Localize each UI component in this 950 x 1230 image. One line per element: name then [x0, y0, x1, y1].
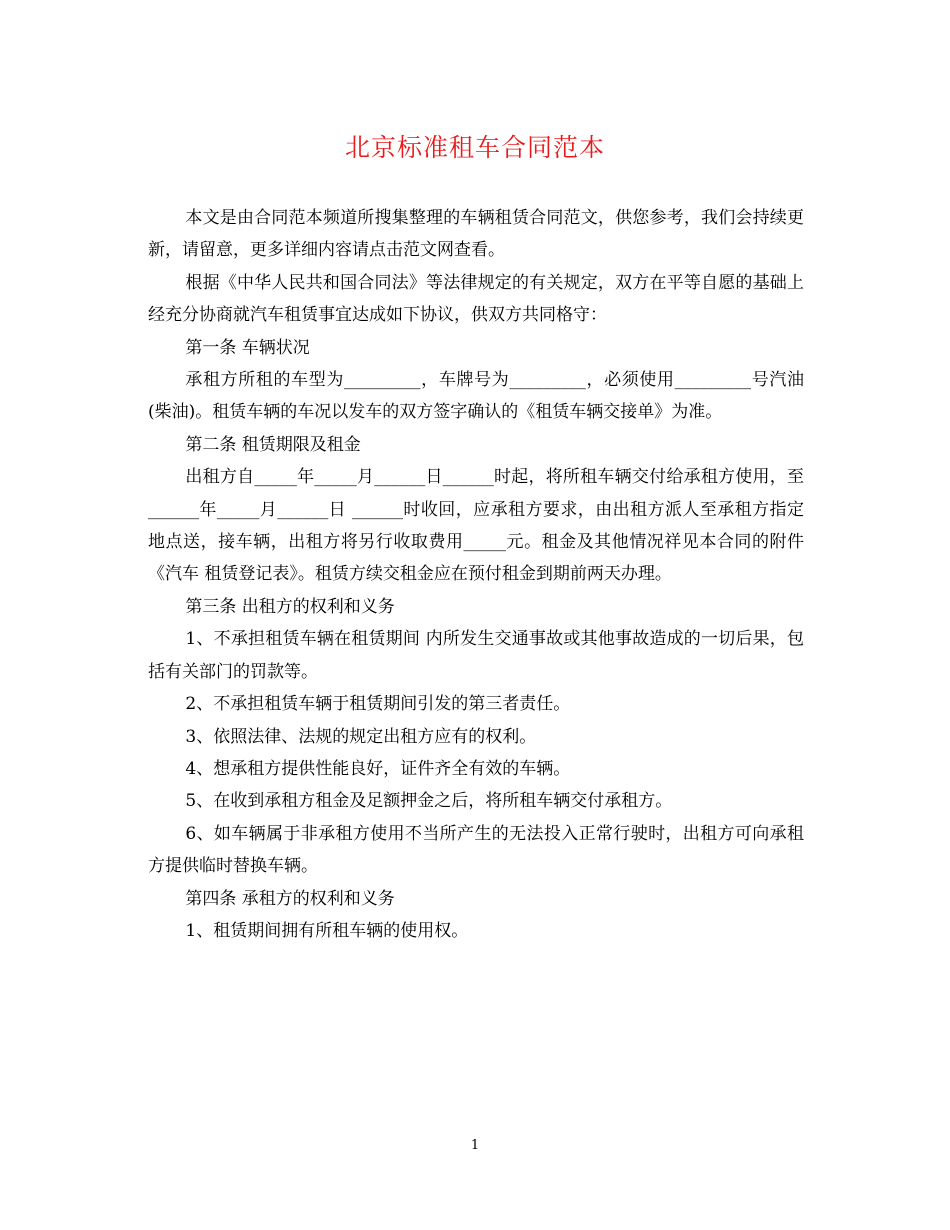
document-body — [148, 202, 804, 947]
article-3-item-1: 1、不承担租赁车辆在租赁期间 内所发生交通事故或其他事故造成的一切后果，包括有关部门的罚款等。 — [148, 629, 804, 682]
page-number: 1 — [470, 1138, 480, 1153]
article-3-item-3: 3、依照法律、法规的规定出租方应有的权利。 — [185, 726, 537, 747]
article-3-item-6: 6、如车辆属于非承租方使用不当所产生的无法投入正常行驶时，出租方可向承租方提供临时替换车辆。 — [148, 823, 804, 877]
article-3-item-2: 2、不承担租赁车辆于租赁期间引发的第三者责任。 — [185, 694, 571, 715]
article-4-heading: 第四条 承租方的权利和义务 — [185, 888, 395, 909]
document-title: 北京标准租车合同范本 — [344, 133, 605, 162]
article-3-item-4: 4、想承租方提供性能良好，证件齐全有效的车辆。 — [185, 758, 571, 779]
article-2-paragraph: 出租方自_____年_____月______日______时起，将所租车辆交付给承租方使用，至______年_____月______日 ______时收回，应承租方要求，由出租方派人至承租方指定地点送，接车辆，出租方将另行收取费用_____元。租金及其他情况祥见本合同的附件《汽车 租赁登记表》。租赁方续交租金应在预付租金到期前两天办理。 — [148, 467, 804, 585]
article-1-paragraph: 承租方所租的车型为_________，车牌号为_________，必须使用_________号汽油(柴油)。租赁车辆的车况以发车的双方签字确认的《租赁车辆交接单》为准。 — [148, 370, 804, 423]
article-4-item-1: 1、租赁期间拥有所租车辆的使用权。 — [185, 920, 469, 941]
article-1-heading: 第一条 车辆状况 — [185, 337, 310, 358]
basis-paragraph: 根据《中华人民共和国合同法》等法律规定的有关规定，双方在平等自愿的基础上经充分协商就汽车租赁事宜达成如下协议，供双方共同格守： — [148, 272, 804, 326]
article-3-item-5: 5、在收到承租方租金及足额押金之后，将所租车辆交付承租方。 — [185, 791, 673, 812]
article-2-heading: 第二条 租赁期限及租金 — [185, 434, 361, 455]
article-3-heading: 第三条 出租方的权利和义务 — [185, 596, 395, 617]
intro-paragraph: 本文是由合同范本频道所搜集整理的车辆租赁合同范文，供您参考，我们会持续更新，请留意，更多详细内容请点击范文网查看。 — [148, 208, 804, 261]
